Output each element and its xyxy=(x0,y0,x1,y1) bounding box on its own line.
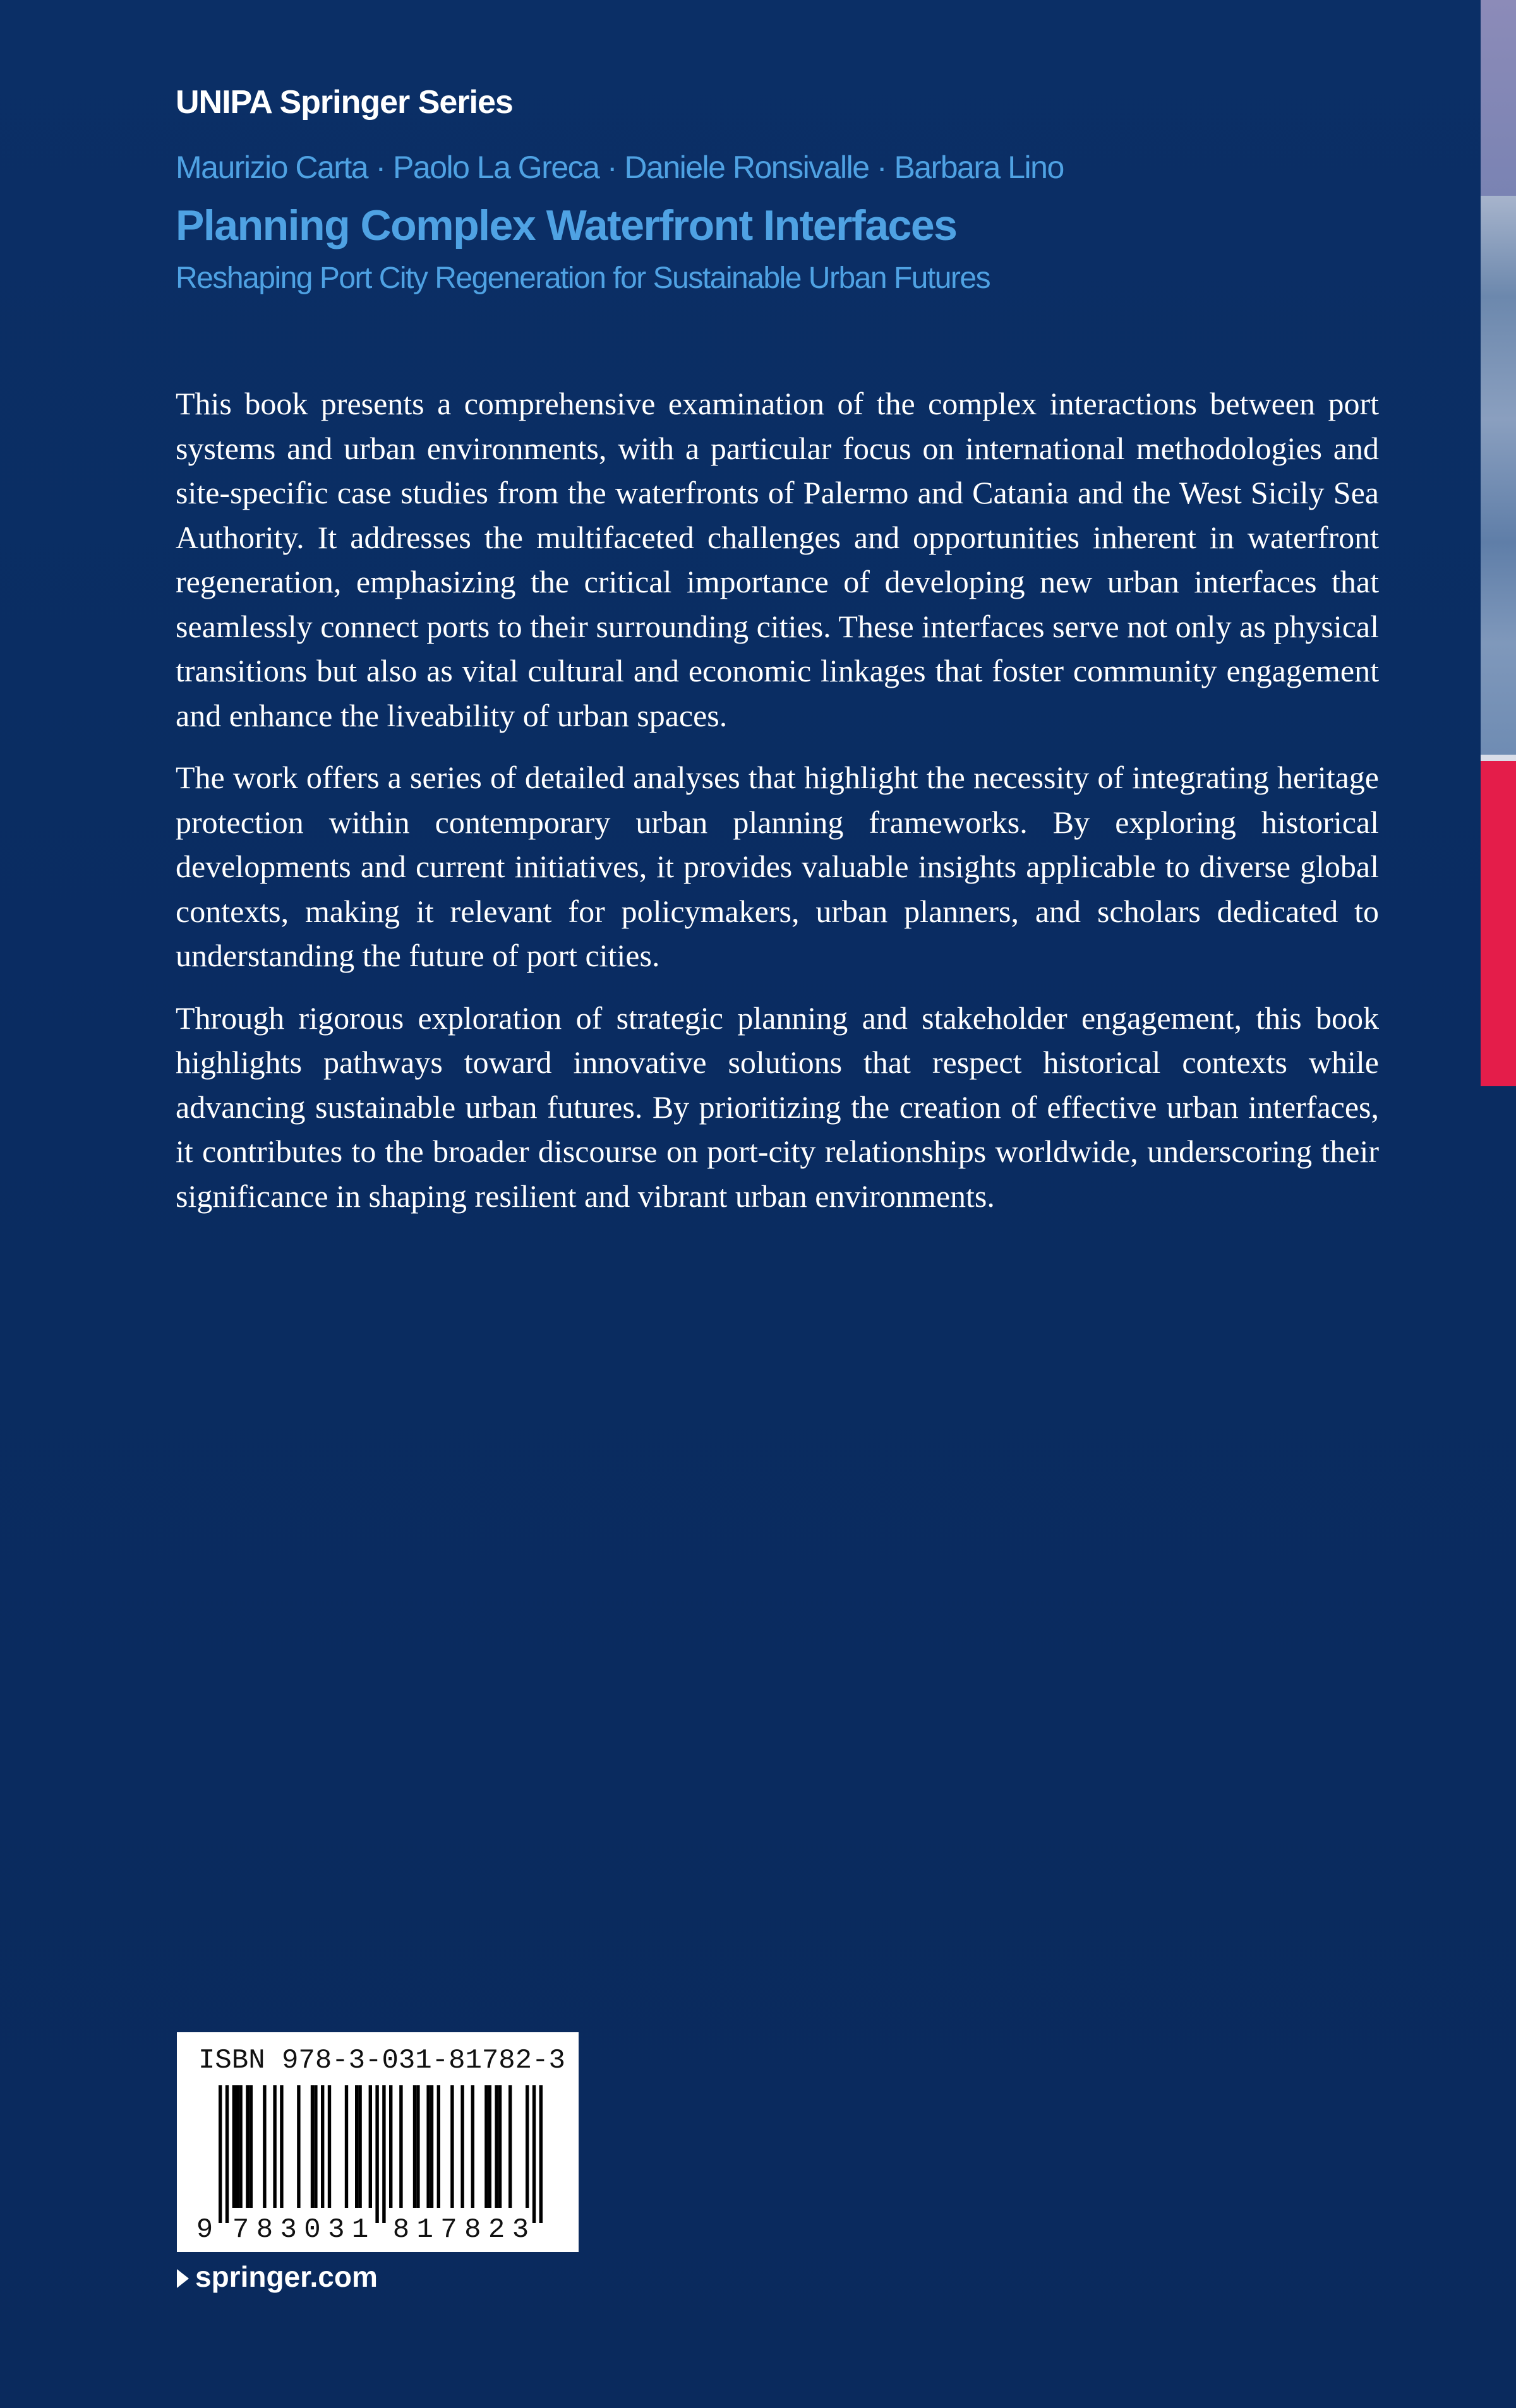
spine-red-band xyxy=(1481,761,1516,1086)
barcode-bar xyxy=(430,2085,433,2208)
barcode-bar xyxy=(539,2085,543,2223)
barcode-bar xyxy=(369,2085,372,2208)
barcode-digit: 8 xyxy=(464,2214,481,2243)
spine-edge xyxy=(1481,0,1516,1086)
barcode-icon xyxy=(196,2085,560,2243)
barcode-bar xyxy=(413,2085,416,2208)
barcode-bar xyxy=(280,2085,283,2208)
barcode-digit: 3 xyxy=(280,2214,297,2243)
blurb xyxy=(176,381,1379,1236)
barcode-bar xyxy=(358,2085,361,2208)
barcode-bar xyxy=(232,2085,236,2208)
barcode-bar xyxy=(399,2085,402,2208)
barcode-bar xyxy=(311,2085,314,2208)
blurb-paragraph: The work offers a series of detailed analyses that highlight the necessity of integrating heritage protection within contemporary urban planning frameworks. By exploring historical developments and current initiatives, it provides valuable insights applicable to diverse global contexts, making it relevant for policymakers, urban planners, and scholars dedicated to understanding the future of port cities. xyxy=(176,760,1379,973)
barcode-digit: 8 xyxy=(256,2214,274,2243)
barcode-bar xyxy=(375,2085,378,2223)
barcode-digit: 1 xyxy=(351,2214,369,2243)
barcode-bar xyxy=(263,2085,266,2208)
barcode-bar xyxy=(246,2085,249,2208)
blurb-paragraph: Through rigorous exploration of strategic planning and stakeholder engagement, this book highlights pathways toward innovative solutions that respect historical contexts while advancing sustainable urban futures. By prioritizing the creation of effective urban interfaces, it contributes to the broader discourse on port-city relationships worldwide, underscoring their significance in shaping resilient and vibrant urban environments. xyxy=(176,1000,1379,1214)
barcode-bar xyxy=(321,2085,324,2208)
blurb-paragraph: This book presents a comprehensive examination of the complex interactions between port systems and urban environments, with a particular focus on international methodologies and site-specific case studies from the waterfronts of Palermo and Catania and the West Sicily Sea Authority. It addresses the multifaceted challenges and opportunities inherent in waterfront regeneration, emphasizing the critical importance of developing new urban interfaces that seamlessly connect ports to their surrounding cities. These interfaces serve not only as physical transitions but also as vital cultural and economic linkages that foster community engagement and enhance the liveability of urban spaces. xyxy=(176,386,1379,733)
barcode-bar xyxy=(437,2085,440,2208)
barcode-digit: 0 xyxy=(304,2214,321,2243)
springer-link-label: springer.com xyxy=(195,2260,378,2293)
barcode-bar xyxy=(219,2085,222,2223)
barcode-bar xyxy=(297,2085,300,2208)
barcode-digit: 2 xyxy=(488,2214,505,2243)
barcode-digit: 9 xyxy=(196,2214,214,2243)
barcode-bar xyxy=(450,2085,454,2208)
barcode-bar xyxy=(236,2085,239,2208)
barcode-bar xyxy=(250,2085,253,2208)
barcode-bar xyxy=(484,2085,488,2208)
barcode-bar xyxy=(273,2085,276,2208)
barcode-bar xyxy=(495,2085,498,2208)
isbn-barcode xyxy=(177,2032,579,2252)
barcode-bar xyxy=(239,2085,242,2208)
barcode-bar xyxy=(382,2085,385,2223)
book-subtitle: Reshaping Port City Regeneration for Sustainable Urban Futures xyxy=(176,261,990,295)
barcode-bar xyxy=(328,2085,331,2208)
barcode-bar xyxy=(460,2085,464,2208)
barcode-bar xyxy=(314,2085,317,2208)
barcode-bar xyxy=(345,2085,348,2208)
isbn-label: ISBN 978-3-031-81782-3 xyxy=(198,2045,565,2076)
barcode-bar xyxy=(389,2085,392,2208)
spine-divider xyxy=(1481,755,1516,761)
barcode-digit: 3 xyxy=(512,2214,529,2243)
springer-link[interactable] xyxy=(177,2260,378,2294)
barcode-digit: 7 xyxy=(440,2214,457,2243)
barcode-bar xyxy=(355,2085,358,2208)
barcode-digit: 3 xyxy=(328,2214,345,2243)
spine-purple-band xyxy=(1481,0,1516,196)
barcode-bar xyxy=(498,2085,502,2208)
barcode-bar xyxy=(416,2085,419,2208)
barcode-digit: 8 xyxy=(392,2214,410,2243)
barcode-bar xyxy=(226,2085,229,2223)
barcode-bar xyxy=(488,2085,491,2208)
barcode-bar xyxy=(532,2085,536,2223)
barcode-bar xyxy=(471,2085,474,2208)
barcode-bar xyxy=(426,2085,430,2208)
spine-photo-band xyxy=(1481,196,1516,755)
authors: Maurizio Carta · Paolo La Greca · Daniele Ronsivalle · Barbara Lino xyxy=(176,150,1064,185)
barcode-bar xyxy=(508,2085,512,2208)
book-title: Planning Complex Waterfront Interfaces xyxy=(176,201,957,249)
triangle-arrow-icon xyxy=(177,2269,189,2288)
barcode-digit: 1 xyxy=(416,2214,433,2243)
barcode-digit: 7 xyxy=(232,2214,250,2243)
series-title: UNIPA Springer Series xyxy=(176,84,513,121)
barcode-bar xyxy=(526,2085,529,2208)
